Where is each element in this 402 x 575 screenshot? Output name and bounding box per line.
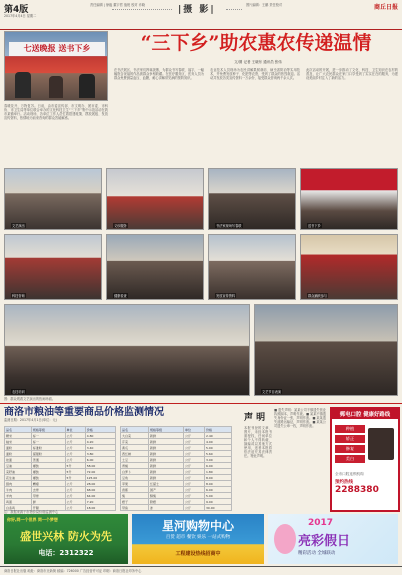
table-cell: 6.00 <box>204 487 231 493</box>
table-cell: 8.00 <box>204 475 231 481</box>
table-cell: 白萝卜 <box>121 469 149 475</box>
photo-9 <box>4 304 250 396</box>
table-header-cell: 价格 <box>204 427 231 433</box>
table-cell: 去骨 <box>31 487 65 493</box>
table-header-cell: 规格等级 <box>148 427 183 433</box>
dental-ad-menu-item: 种植 <box>335 425 365 433</box>
table-cell: 籼米 <box>5 439 32 445</box>
editors-line: 责任编辑 | 徐毅 董宇哲 值班 校对 乔晓 <box>90 3 145 7</box>
table-cell: 3.80 <box>85 451 115 457</box>
table-cell: 粳米 <box>5 433 32 439</box>
photo-caption: 群众踊跃参与 <box>308 294 328 298</box>
balloon-icon <box>274 524 296 554</box>
table-cell: 带骨 <box>31 493 65 499</box>
page-footer: 商洛日报社出版 地址：商洛市北新街 邮编：726000 广告经营许可证 印刷：商洛日报社印务中心 <box>0 566 402 575</box>
photo-caption: 送书下乡 <box>308 224 321 228</box>
photo-1 <box>4 168 102 230</box>
headline: “三下乡”助农惠农传递温情 <box>140 32 372 54</box>
table-cell: 面粉 <box>5 445 32 451</box>
table-cell: 精瘦 <box>31 481 65 487</box>
table-header-cell: 品名 <box>5 427 32 433</box>
holiday-ad <box>268 514 398 564</box>
table-cell: 公斤 <box>183 445 204 451</box>
person-figure <box>79 74 95 98</box>
declaration-text: 本报刊登的文章、图片，未经本报书面授权，任何单位和个人不得转载、摘编或以其他方式使用，违者本报将依法追究其法律责任。特此声明。 <box>244 426 272 458</box>
forest-fire-ad <box>4 514 128 564</box>
table-cell: 桶装 <box>31 463 65 469</box>
table-cell: 新鲜 <box>148 451 183 457</box>
table-cell: 猪肉 <box>5 481 32 487</box>
photo-caption: 文艺节目表演 <box>262 390 282 394</box>
holiday-ad-title: 亮彩假日 <box>298 534 351 549</box>
article-column-1: 春暖花开，万物复苏。日前，由市委宣传部、市文明办、团市委、市科协、市卫生局等单位联合举办的文化科技卫生“三下乡”集中示范活动在我市某镇举行。活动现场，各单位工作人员忙着搭建帐篷、摆放展板、发放宣传资料，热情地为前来咨询的群众答疑解惑。 <box>4 104 108 120</box>
table-cell: 公斤 <box>65 457 85 463</box>
table-cell: 芹菜 <box>121 439 149 445</box>
table-cell: 鲜 <box>31 499 65 505</box>
table-cell: 豆角 <box>121 475 149 481</box>
table-cell: 黄瓜 <box>121 445 149 451</box>
table-cell: 西红柿 <box>121 451 149 457</box>
table-cell: 5升 <box>65 469 85 475</box>
table-header-cell: 单位 <box>65 427 85 433</box>
photo-8 <box>300 234 398 300</box>
table-cell: 脐橙 <box>148 499 183 505</box>
price-table-left <box>4 426 116 511</box>
table-cell: 羊肉 <box>5 493 32 499</box>
dental-ad-tel-label: 预约热线 <box>335 480 353 485</box>
table-cell: 桶装 <box>31 475 65 481</box>
table-cell: 5升 <box>65 463 85 469</box>
table-cell: 带鱼 <box>121 505 149 511</box>
table-cell: 3.00 <box>204 457 231 463</box>
table-cell: 公斤 <box>183 487 204 493</box>
table-cell: 6.00 <box>85 457 115 463</box>
table-cell: 香蕉 <box>121 487 149 493</box>
shopping-center-ad <box>132 514 264 564</box>
table-cell: 64.00 <box>85 493 115 499</box>
table-cell: 开膛 <box>31 505 65 511</box>
price-section-title: 商洛市粮油等重要商品价格监测情况 <box>4 407 164 418</box>
table-cell: 公斤 <box>65 493 85 499</box>
issue-date: 2017年4月4日 星期二 <box>4 14 37 18</box>
table-cell: 大白菜 <box>121 433 149 439</box>
table-cell: 菜籽油 <box>5 469 32 475</box>
table-cell: 公斤 <box>183 451 204 457</box>
table-cell: 红富士 <box>148 481 183 487</box>
photo-caption: 文艺演出 <box>12 224 25 228</box>
table-cell: 8.00 <box>204 481 231 487</box>
table-cell: 72.00 <box>85 469 115 475</box>
table-cell: 9.00 <box>204 499 231 505</box>
price-table-right <box>120 426 232 511</box>
table-cell: 标准粉 <box>31 445 65 451</box>
table-cell: 公斤 <box>183 481 204 487</box>
table-cell: 公斤 <box>65 445 85 451</box>
table-cell: 4.80 <box>85 433 115 439</box>
table-cell: 富强粉 <box>31 451 65 457</box>
shopping-ad-subtitle: 百货 超市 餐饮 娱乐 一站式购物 <box>165 535 231 540</box>
table-cell: 标一 <box>31 439 65 445</box>
table-cell: 公斤 <box>183 433 204 439</box>
table-cell: 新鲜 <box>148 439 183 445</box>
newspaper-brand: 商丘日报 <box>373 4 398 11</box>
dental-ad-menu-item: 美白 <box>335 455 365 463</box>
photo-7 <box>208 234 296 300</box>
table-header-cell: 单位 <box>183 427 204 433</box>
table-cell: 青椒 <box>121 463 149 469</box>
article-column-4: 此次活动的开展，进一步推动了文化、科技、卫生知识在农村的普及，让广大农民群众在家门口享受到了实实在在的服务，为建设美丽乡村注入了新的活力。 <box>306 68 398 80</box>
table-cell: 冻 <box>148 505 183 511</box>
table-cell: 3.40 <box>85 445 115 451</box>
holiday-ad-subtitle: 精彩活动 全城联动 <box>298 551 336 556</box>
table-cell: 酥梨 <box>148 493 183 499</box>
photo-4 <box>300 168 398 230</box>
table-cell: 新鲜 <box>148 433 183 439</box>
table-cell: 公斤 <box>183 493 204 499</box>
forest-ad-title: 盛世兴林 防火为先 <box>20 530 112 543</box>
table-cell: 挂面 <box>5 457 32 463</box>
person-figure <box>49 76 63 98</box>
table-cell: 30.00 <box>204 505 231 511</box>
photo-caption: 科技咨询 <box>12 294 25 298</box>
table-cell: 新鲜 <box>148 469 183 475</box>
table-cell: 桶装 <box>31 469 65 475</box>
table-cell: 公斤 <box>183 499 204 505</box>
photo-5 <box>4 234 102 300</box>
table-cell: 普通 <box>31 457 65 463</box>
photo-2 <box>106 168 204 230</box>
table-cell: 苹果 <box>121 481 149 487</box>
holiday-ad-year: 2017 <box>308 518 334 528</box>
header-divider <box>112 9 172 10</box>
table-cell: 牛肉 <box>5 487 32 493</box>
table-cell: 125.00 <box>85 475 115 481</box>
table-cell: 公斤 <box>65 499 85 505</box>
table-cell: 公斤 <box>65 505 85 511</box>
dental-ad-title: 郵电口腔 健康好路线 <box>332 409 398 419</box>
table-cell: 公斤 <box>65 451 85 457</box>
table-cell: 7.20 <box>85 499 115 505</box>
doctor-photo <box>368 428 394 460</box>
page-number: 第4版 <box>4 5 29 15</box>
table-cell: 公斤 <box>65 439 85 445</box>
table-cell: 土豆 <box>121 457 149 463</box>
section-title: |摄 影| <box>178 5 216 15</box>
table-cell: 新鲜 <box>148 475 183 481</box>
photo-caption: 健康检查 <box>114 294 127 298</box>
photo-caption: 义诊服务 <box>114 224 127 228</box>
table-header-cell: 规格等级 <box>31 427 65 433</box>
banner-text: 七送晚报 送书下乡 <box>9 42 105 56</box>
photo-6 <box>106 234 204 300</box>
table-cell: 6.00 <box>204 463 231 469</box>
photo-caption: 书法家现场写春联 <box>216 224 242 228</box>
table-cell: 68.00 <box>85 487 115 493</box>
photo-caption: 农技培训 <box>12 390 25 394</box>
table-cell: 公斤 <box>183 475 204 481</box>
header-right-text: 图片编辑：王鹏 责任校对 <box>246 3 283 7</box>
table-cell: 公斤 <box>183 469 204 475</box>
dental-ad-menu-item: 矫正 <box>335 435 365 443</box>
table-cell: 4.00 <box>204 439 231 445</box>
table-cell: 花生油 <box>5 475 32 481</box>
forest-ad-slogan: 你好,同一个世界 同一个梦想 <box>7 517 58 522</box>
price-footnote: 注：数据来源于市物价局价格监测中心 <box>4 510 59 514</box>
table-cell: 白条鸡 <box>5 505 32 511</box>
table-cell: 新鲜 <box>148 463 183 469</box>
shopping-ad-footer: 工程建设热线招商中 <box>175 551 221 557</box>
table-cell: 5升 <box>65 475 85 481</box>
table-cell: 新鲜 <box>148 445 183 451</box>
table-cell: 5.00 <box>204 493 231 499</box>
dental-ad-subtitle: 全市口腔连锁机构 <box>335 472 364 476</box>
table-cell: 公斤 <box>65 487 85 493</box>
table-cell: 公斤 <box>183 457 204 463</box>
dental-ad-menu <box>335 425 365 465</box>
table-cell: 鸡蛋 <box>5 499 32 505</box>
table-cell: 面粉 <box>5 451 32 457</box>
table-cell: 2.40 <box>204 433 231 439</box>
table-cell: 公斤 <box>65 481 85 487</box>
table-cell: 梨 <box>121 493 149 499</box>
photo-10 <box>254 304 398 396</box>
table-cell: 28.00 <box>85 481 115 487</box>
declaration-title: 声 明 <box>244 413 266 423</box>
dental-ad-tel: 2288380 <box>335 485 379 495</box>
table-cell: 国产 <box>148 487 183 493</box>
table-cell: 公斤 <box>65 433 85 439</box>
dental-ad-menu-item: 修复 <box>335 445 365 453</box>
table-cell: 4.20 <box>85 439 115 445</box>
table-cell: 58.00 <box>85 463 115 469</box>
article-column-3: 农业技术人员现场为农民讲解果树栽培、病虫害防治等实用技术，并免费发放种子、化肥等农资，受到了群众的热烈欢迎。活动共发放各类宣传资料一万余份，接受群众咨询两千余人次。 <box>210 68 300 80</box>
table-cell: 新鲜 <box>148 457 183 463</box>
article-column-2: 在书法展区，书法家们挥毫泼墨，为群众书写春联、福字，一幅幅饱含祝福的作品被群众争相收藏。在医疗服务区，医务人员为群众免费测量血压、血糖，耐心讲解常见病的预防知识。 <box>114 68 204 80</box>
byline: 文/图 记者 王晓东 通讯员 张伟 <box>234 60 282 64</box>
photo-3 <box>208 168 296 230</box>
table-cell: 豆油 <box>5 463 32 469</box>
forest-ad-tel: 电话：2312322 <box>38 549 94 557</box>
person-figure <box>15 72 31 98</box>
header-divider <box>226 9 242 10</box>
table-header-cell: 价格 <box>85 427 115 433</box>
photo-banner <box>4 31 108 101</box>
notice-text: ■ 遗失声明：某某公司不慎遗失营业执照副本，声明作废。■ 某某不慎遗失身份证一张，声明作废。■ 某某遗失道路运输证，声明作废。■ 某某公司遗失公章一枚，声明作废。 <box>274 408 326 428</box>
table-cell: 公斤 <box>183 439 204 445</box>
table-cell: 公斤 <box>183 463 204 469</box>
dental-ad <box>330 407 400 512</box>
table-cell: 公斤 <box>183 505 204 511</box>
table-cell: 5.00 <box>204 445 231 451</box>
table-cell: 18.00 <box>85 505 115 511</box>
photo-group-caption: 图：群众观看文艺演出的热闹场面。 <box>4 397 55 401</box>
table-cell: 1.80 <box>204 469 231 475</box>
table-cell: 5.60 <box>204 451 231 457</box>
shopping-ad-title: 星河购物中心 <box>161 519 234 533</box>
table-cell: 橙子 <box>121 499 149 505</box>
table-cell: 标一 <box>31 433 65 439</box>
photo-caption: 发放宣传资料 <box>216 294 236 298</box>
price-subtitle: 监测日期：2017年4月1日(单位：元) <box>4 418 57 422</box>
table-header-cell: 品名 <box>121 427 149 433</box>
